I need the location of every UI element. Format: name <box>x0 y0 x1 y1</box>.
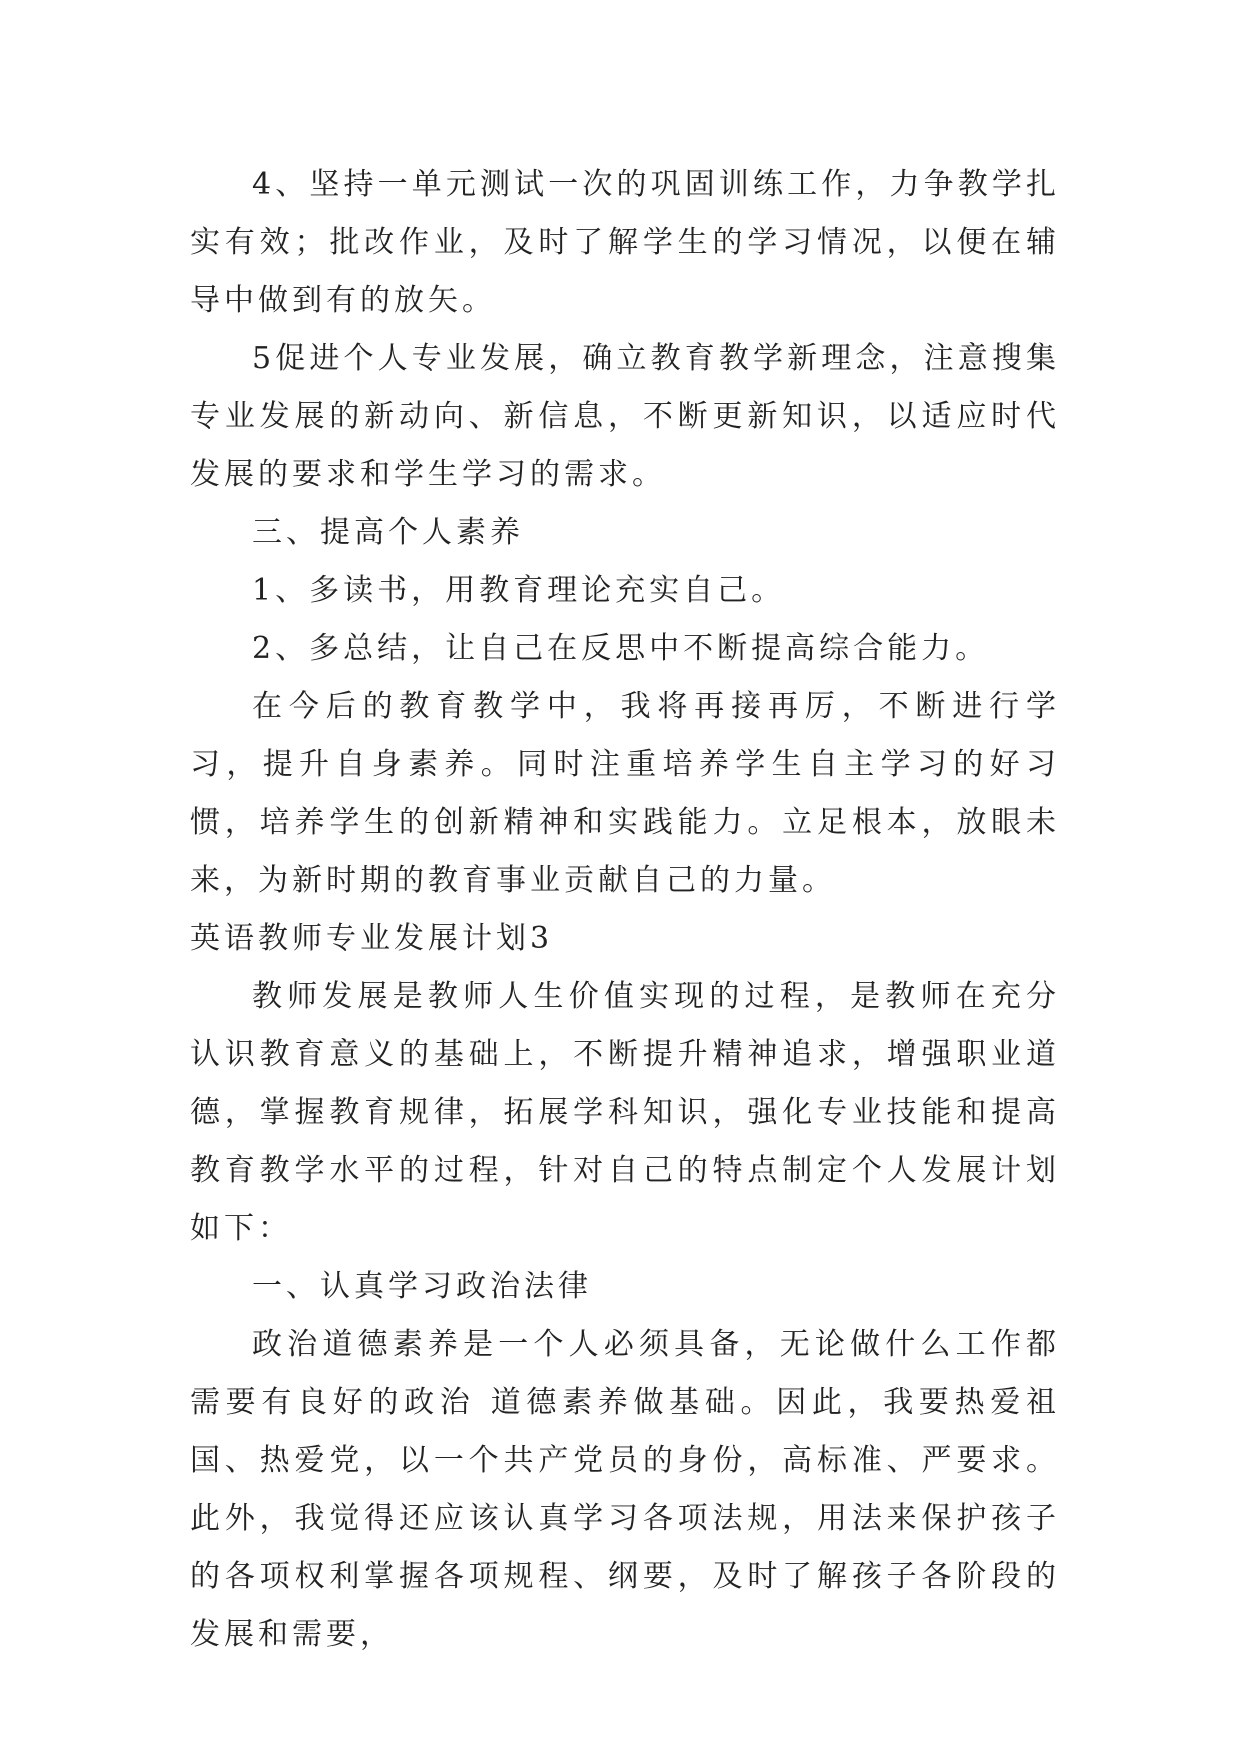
politics-paragraph: 政治道德素养是一个人必须具备，无论做什么工作都需要有良好的政治 道德素养做基础。因此，我要热爱祖国、热爱党，以一个共产党员的身份，高标准、严要求。此外，我觉得还应该认真学习各项法规，用法来保护孩子的各项权利掌握各项规程、纲要，及时了解孩子各阶段的发展和需要， <box>190 1327 1060 1652</box>
document-title-3: 英语教师专业发展计划3 <box>190 921 554 956</box>
section-heading-1: 一、认真学习政治法律 <box>252 1269 592 1304</box>
list-item-2: 2、多总结，让自己在反思中不断提高综合能力。 <box>252 631 990 666</box>
intro-paragraph: 教师发展是教师人生价值实现的过程，是教师在充分认识教育意义的基础上，不断提升精神追求，增强职业道德，掌握教育规律，拓展学科知识，强化专业技能和提高教育教学水平的过程，针对自己的特点制定个人发展计划如下： <box>190 979 1060 1246</box>
conclusion-paragraph: 在今后的教育教学中，我将再接再厉，不断进行学习，提升自身素养。同时注重培养学生自主学习的好习惯，培养学生的创新精神和实践能力。立足根本，放眼未来，为新时期的教育事业贡献自己的力量。 <box>190 689 1060 898</box>
document-body <box>190 156 1060 1664</box>
list-item-1: 1、多读书，用教育理论充实自己。 <box>252 573 786 608</box>
paragraph-item-5: 5促进个人专业发展，确立教育教学新理念，注意搜集专业发展的新动向、新信息，不断更新知识，以适应时代发展的要求和学生学习的需求。 <box>190 341 1060 492</box>
paragraph-item-4: 4、坚持一单元测试一次的巩固训练工作，力争教学扎实有效；批改作业，及时了解学生的学习情况，以便在辅导中做到有的放矢。 <box>190 167 1060 318</box>
section-heading-3: 三、提高个人素养 <box>252 515 524 550</box>
